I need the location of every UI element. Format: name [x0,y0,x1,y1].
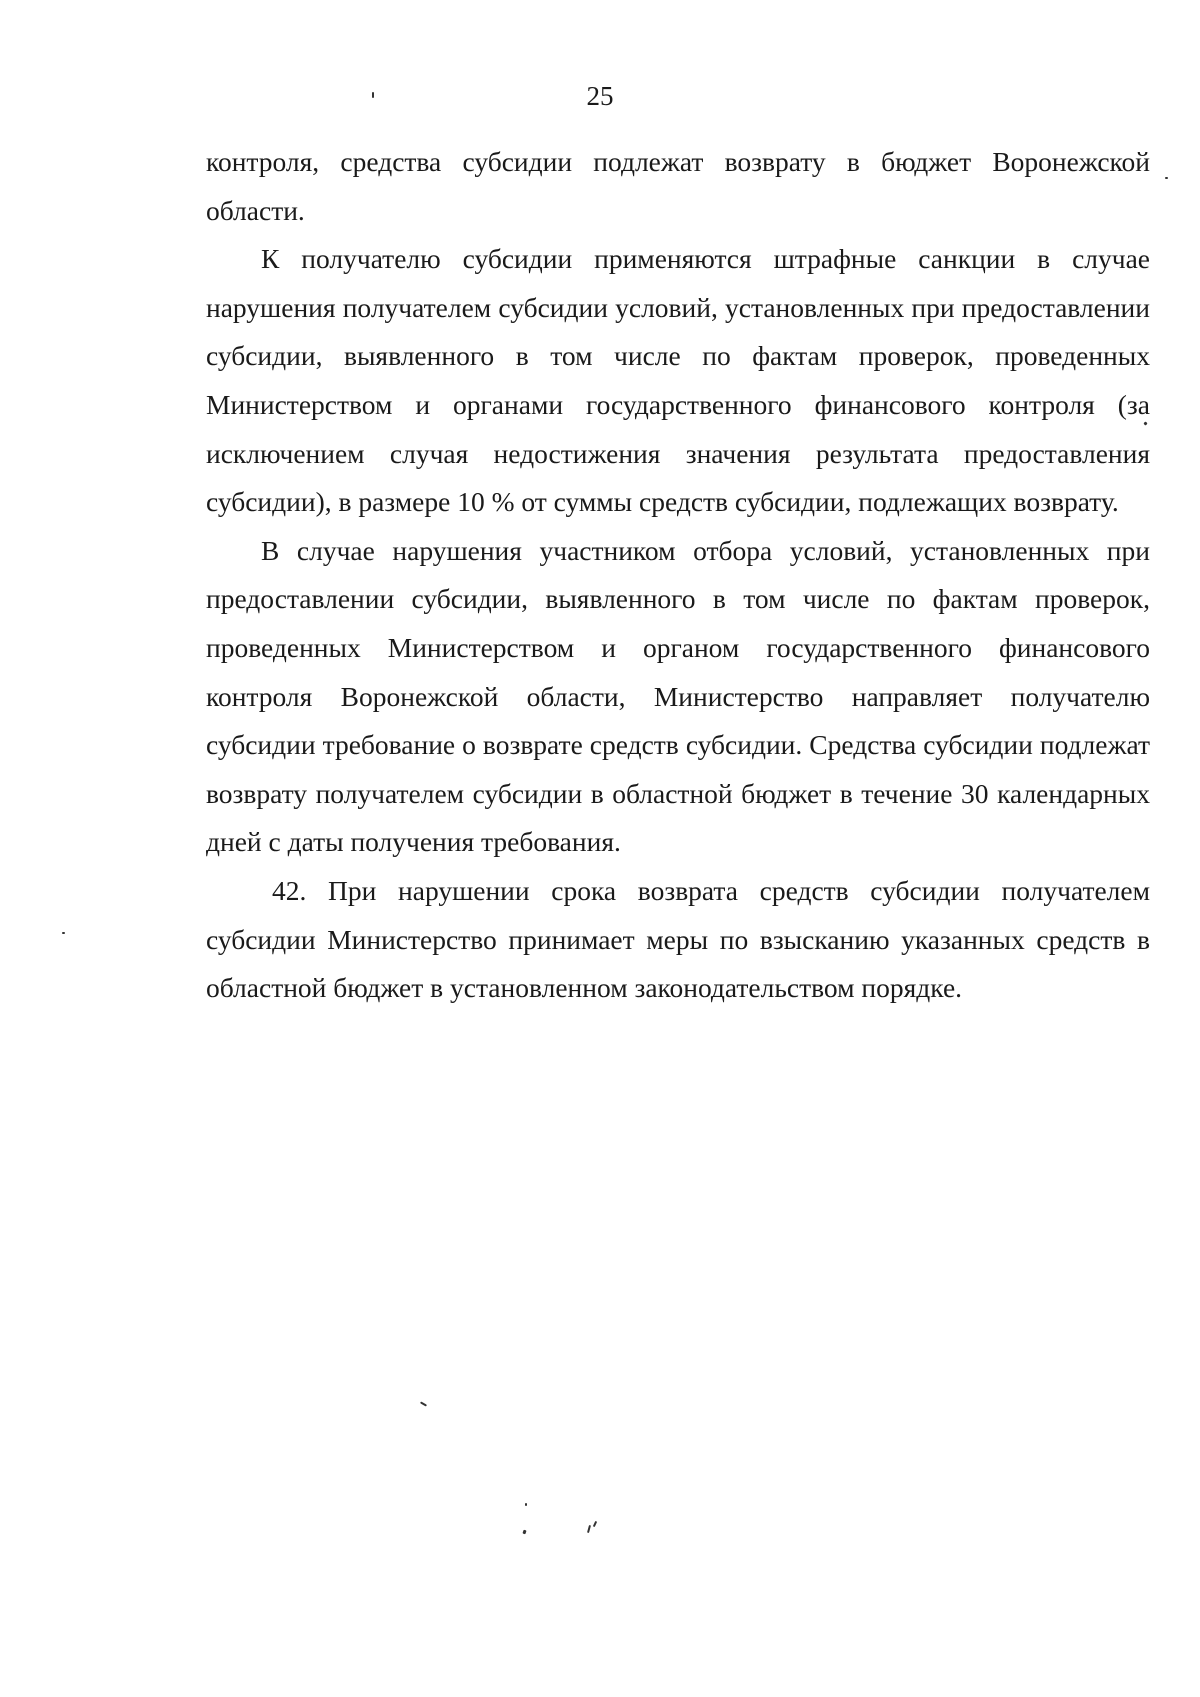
page-number: 25 [586,81,614,111]
paragraph-continuation: контроля, средства субсидии подлежат возврату в бюджет Воронежской области. [206,146,1150,226]
scan-speck [593,1521,597,1527]
paragraph-clause-42: 42. При нарушении срока возврата средств субсидии получателем субсидии Министерство принимает меры по взысканию указанных средств в областной бюджет в установленном законодательством порядке. [206,874,1150,1004]
scan-speck [1165,177,1168,179]
scan-speck [420,1401,427,1406]
paragraph-violation-by-participant: В случае нарушения участником отбора условий, установленных при предоставлении субсидии, выявленного в том числе по фактам проверок, проведенных Министерством и органом государственного финансового контроля Воронежской области, Министерство направляет получателю субсидии требование о возврате средств субсидии. Средства субсидии подлежат возврату получателем субсидии в областной бюджет в течение 30 календарных дней с даты получения требования. [206,534,1150,858]
scan-speck [522,1530,526,1535]
paragraph-penalty-sanctions: К получателю субсидии применяются штрафные санкции в случае нарушения получателем субсидии условий, установленных при предоставлении субсидии, выявленного в том числе по фактам проверок, проведенных Министерством и органами государственного финансового контроля (за исключением случая недостижения значения результата предоставления субсидии), в размере 10 % от суммы средств субсидии, подлежащих возврату. [206,243,1150,518]
scan-speck [62,932,65,934]
scan-speck [525,1503,527,1506]
scan-speck [587,1525,591,1533]
document-body [206,138,1150,1013]
scan-speck [372,92,374,98]
